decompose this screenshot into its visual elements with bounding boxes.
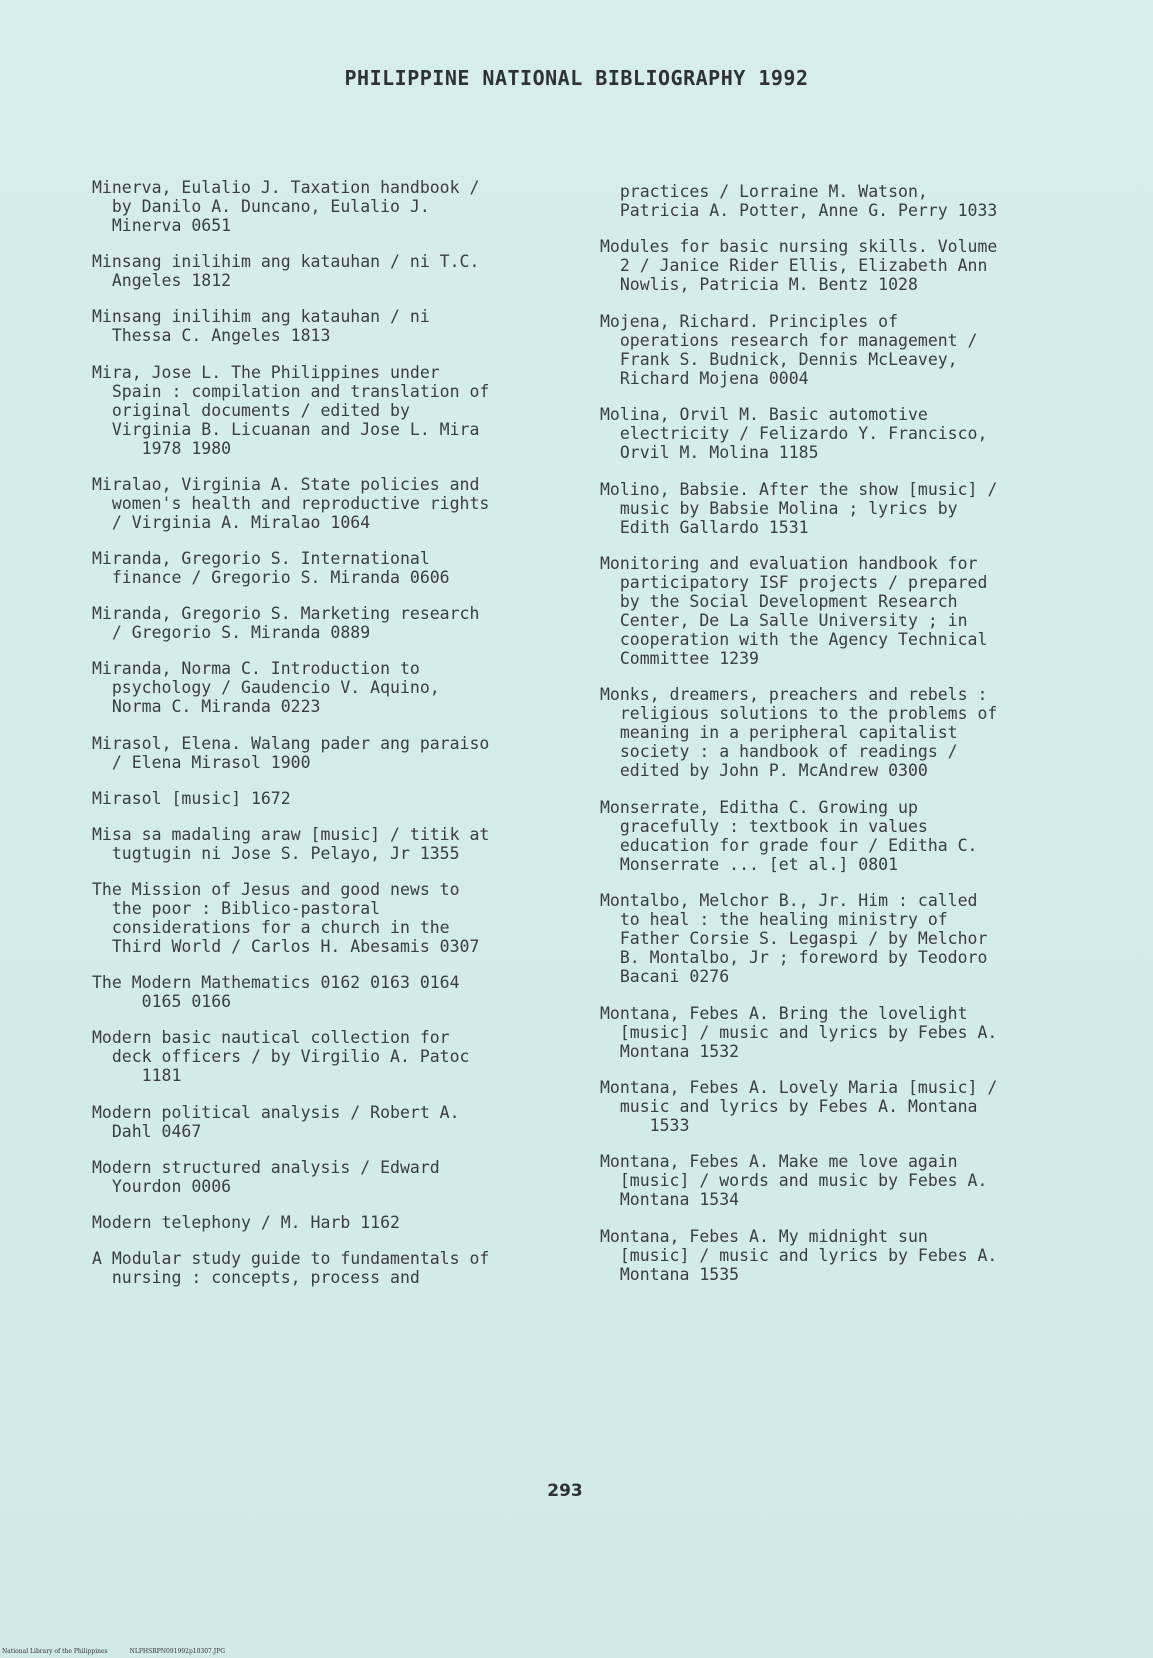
list-item: Mojena, Richard. Principles of operations research for management / Frank S. Budnick, Dennis McLeavey, Richard Mojena 0004 xyxy=(600,311,978,388)
list-item: practices / Lorraine M. Watson, Patricia A. Potter, Anne G. Perry 1033 xyxy=(619,182,998,220)
list-item: Montana, Febes A. Make me love again [music] / words and music by Febes A. Montana 1534 xyxy=(600,1152,988,1210)
footer-file-id: NLPHSRPN091992p10307.JPG xyxy=(129,1648,226,1655)
list-item: Montana, Febes A. Lovely Maria [music] / music and lyrics by Febes A. Montana 1533 xyxy=(600,1077,998,1135)
left-column xyxy=(92,178,557,1304)
list-item: The Modern Mathematics 0162 0163 0164 0165 0166 xyxy=(92,973,460,1012)
scan-footer xyxy=(2,1648,247,1655)
list-item: Miranda, Gregorio S. Marketing research / Gregorio S. Miranda 0889 xyxy=(92,604,480,643)
list-item: Monserrate, Editha C. Growing up gracefully : textbook in values education for grade four / Editha C. Monserrate ... [et al.] 0801 xyxy=(600,797,978,874)
list-item: Montana, Febes A. My midnight sun [music] / music and lyrics by Febes A. Montana 1535 xyxy=(600,1226,998,1284)
list-item: Minsang inilihim ang katauhan / ni T.C. Angeles 1812 xyxy=(92,252,480,291)
list-item: A Modular study guide to fundamentals of nursing : concepts, process and xyxy=(92,1249,490,1288)
list-item: Modern telephony / M. Harb 1162 xyxy=(92,1213,400,1232)
list-item: Modules for basic nursing skills. Volume 2 / Janice Rider Ellis, Elizabeth Ann Nowlis, Patricia M. Bentz 1028 xyxy=(600,237,998,295)
list-item: Monks, dreamers, preachers and rebels : religious solutions to the problems of meaning in a peripheral capitalist society : a handbook of readings / edited by John P. McAndrew 0300 xyxy=(600,685,998,781)
list-item: Mira, Jose L. The Philippines under Spain : compilation and translation of original documents / edited by Virginia B. Licuanan and Jose L. Mira 1978 1980 xyxy=(92,362,490,458)
list-item: Miranda, Gregorio S. International finance / Gregorio S. Miranda 0606 xyxy=(92,548,450,587)
list-item: Montana, Febes A. Bring the lovelight [music] / music and lyrics by Febes A. Montana 1532 xyxy=(600,1003,998,1061)
page-number: 293 xyxy=(547,1481,583,1501)
list-item: Miralao, Virginia A. State policies and women's health and reproductive rights / Virginia A. Miralao 1064 xyxy=(92,474,490,532)
list-item: Minsang inilihim ang katauhan / ni Thessa C. Angeles 1813 xyxy=(92,307,430,346)
list-item: The Mission of Jesus and good news to the poor : Biblico-pastoral considerations for a church in the Third World / Carlos H. Abesamis 0307 xyxy=(92,880,480,957)
list-item: Modern basic nautical collection for deck officers / by Virgilio A. Patoc 1181 xyxy=(92,1028,470,1086)
list-item: Miranda, Norma C. Introduction to psychology / Gaudencio V. Aquino, Norma C. Miranda 0223 xyxy=(92,659,440,717)
list-item: Montalbo, Melchor B., Jr. Him : called to heal : the healing ministry of Father Corsie S. Legaspi / by Melchor B. Montalbo, Jr ; foreword by Teodoro Bacani 0276 xyxy=(600,891,988,987)
list-item: Molino, Babsie. After the show [music] / music by Babsie Molina ; lyrics by Edith Gallardo 1531 xyxy=(600,479,998,537)
list-item: Minerva, Eulalio J. Taxation handbook / by Danilo A. Duncano, Eulalio J. Minerva 0651 xyxy=(92,178,480,235)
list-item: Mirasol, Elena. Walang pader ang paraiso / Elena Mirasol 1900 xyxy=(92,733,490,772)
right-column xyxy=(600,182,1078,1301)
list-item: Monitoring and evaluation handbook for participatory ISF projects / prepared by the Social Development Research Center, De La Salle University ; in cooperation with the Agency Technical Committee 1239 xyxy=(600,553,988,668)
page-title: PHILIPPINE NATIONAL BIBLIOGRAPHY 1992 xyxy=(344,66,809,90)
list-item: Misa sa madaling araw [music] / titik at tugtugin ni Jose S. Pelayo, Jr 1355 xyxy=(92,824,490,863)
footer-library: National Library of the Philippines xyxy=(2,1648,108,1655)
list-item: Modern structured analysis / Edward Yourdon 0006 xyxy=(92,1157,440,1196)
list-item: Mirasol [music] 1672 xyxy=(92,788,291,808)
list-item: Molina, Orvil M. Basic automotive electricity / Felizardo Y. Francisco, Orvil M. Molina 1185 xyxy=(600,405,988,463)
list-item: Modern political analysis / Robert A. Dahl 0467 xyxy=(92,1102,460,1141)
